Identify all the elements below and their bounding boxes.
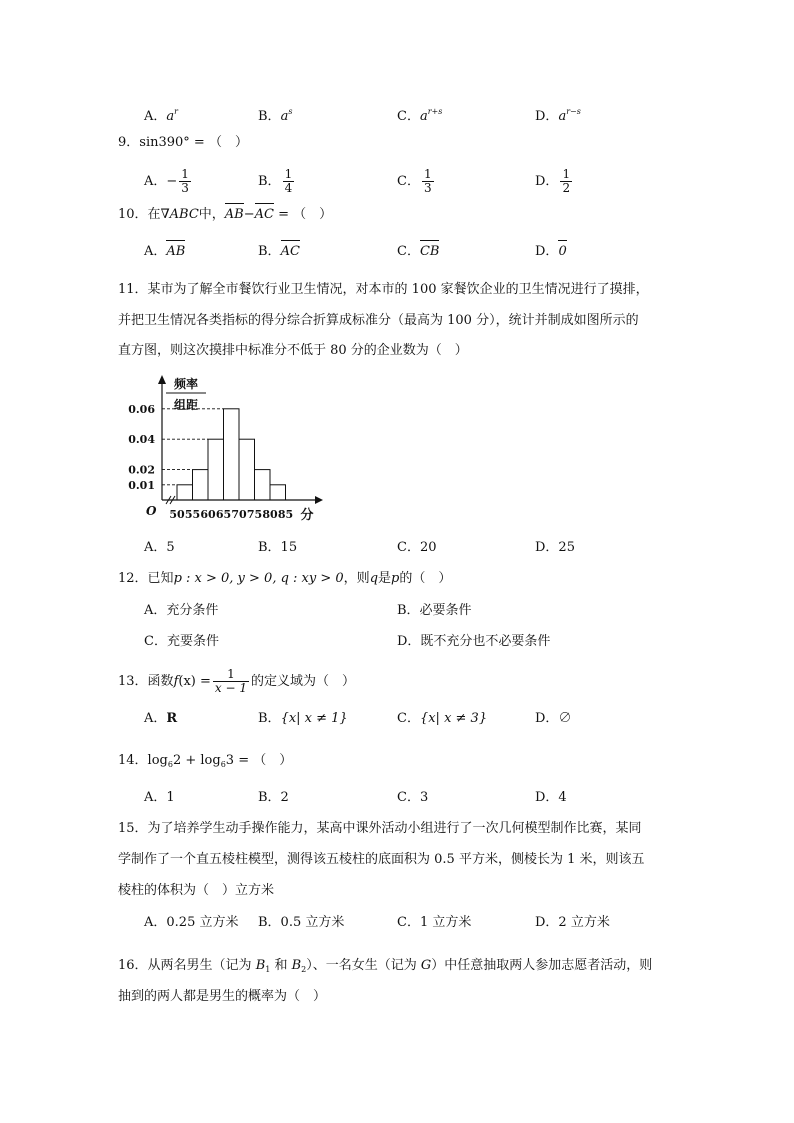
q9-option-d: D． $\frac{1}{2}$ bbox=[535, 167, 571, 195]
histogram-bar bbox=[208, 439, 224, 500]
q16-line-1: 16．从两名男生（记为 $B_1$ 和 $B_2$）、一名女生（记为 G）中任意抽取两人参加志愿者活动，则 bbox=[118, 958, 653, 974]
x-tick-label: 55 bbox=[184, 508, 201, 521]
q15-option-c: C．1 立方米 bbox=[397, 915, 472, 930]
x-tick-label: 85 bbox=[277, 508, 294, 521]
y-axis-label-top: 频率 bbox=[173, 377, 199, 391]
q13-option-c: C．{x| x ≠ 3} bbox=[397, 711, 488, 726]
x-tick-label: 60 bbox=[200, 508, 216, 521]
q15-line-2: 学制作了一个直五棱柱模型，测得该五棱柱的底面积为 0.5 平方米，侧棱长为 1 米，则该五 bbox=[118, 852, 645, 867]
q11-option-b: B．15 bbox=[258, 540, 298, 555]
q15-line-3: 棱柱的体积为（ ）立方米 bbox=[118, 883, 275, 898]
q11-option-a: A．5 bbox=[144, 540, 175, 555]
q12-option-c: C．充要条件 bbox=[144, 634, 219, 649]
q15-option-d: D．2 立方米 bbox=[535, 915, 610, 930]
q10-option-a: A．AB bbox=[144, 242, 185, 262]
q10-stem: 10．在∇ABC中，AB−AC = （ ） bbox=[118, 205, 332, 225]
q8-option-b: B．$a^s$ bbox=[258, 107, 293, 124]
x-tick-label: 70 bbox=[231, 508, 247, 521]
origin-label: O bbox=[146, 504, 157, 518]
x-tick-label: 75 bbox=[246, 508, 263, 521]
x-tick-label: 80 bbox=[262, 508, 278, 521]
histogram-bar bbox=[270, 485, 286, 500]
y-tick-label: 0.04 bbox=[128, 433, 155, 447]
histogram-bar bbox=[193, 470, 209, 500]
q14-option-c: C．3 bbox=[397, 790, 429, 805]
y-axis-arrow bbox=[158, 375, 166, 384]
y-tick-label: 0.02 bbox=[128, 463, 155, 477]
q8-option-a: A．$a^r$ bbox=[144, 107, 178, 124]
q14-option-b: B．2 bbox=[258, 790, 289, 805]
q9-option-a: A．− $\frac{1}{3}$ bbox=[144, 167, 189, 195]
q15-line-1: 15．为了培养学生动手操作能力，某高中课外活动小组进行了一次几何模型制作比赛，某同 bbox=[118, 821, 642, 836]
y-axis-label-bottom: 组距 bbox=[173, 398, 199, 412]
q13-stem: 13．函数f(x) = $\frac{1}{x - 1}$ 的定义域为（ ） bbox=[118, 667, 355, 695]
q10-option-d: D．0 bbox=[535, 242, 567, 262]
q13-option-a: A．R bbox=[144, 711, 178, 726]
q9-option-b: B． $\frac{1}{4}$ bbox=[258, 167, 293, 195]
y-tick-label: 0.06 bbox=[128, 402, 155, 416]
q12-option-d: D．既不充分也不必要条件 bbox=[397, 634, 551, 649]
histogram-bar bbox=[239, 439, 255, 500]
q10-option-b: B．AC bbox=[258, 242, 300, 262]
q10-option-c: C．CB bbox=[397, 242, 439, 262]
q14-option-a: A．1 bbox=[144, 790, 175, 805]
histogram-bar bbox=[255, 470, 271, 500]
x-tick-label: 50 bbox=[169, 508, 185, 521]
q13-option-b: B．{x| x ≠ 1} bbox=[258, 711, 348, 726]
q12-option-b: B．必要条件 bbox=[397, 603, 472, 618]
q12-option-a: A．充分条件 bbox=[144, 603, 219, 618]
q14-option-d: D．4 bbox=[535, 790, 567, 805]
q12-stem: 12．已知p : x > 0, y > 0, q : xy > 0，则q是p的（ ） bbox=[118, 571, 452, 586]
q8-option-c: C．$a^{r+s}$ bbox=[397, 107, 443, 124]
q15-option-a: A．0.25 立方米 bbox=[144, 915, 239, 930]
q14-stem: 14．$\log_62 + \log_63$ = （ ） bbox=[118, 753, 293, 769]
q9-stem: 9．sin390° = （ ） bbox=[118, 135, 248, 150]
q9-option-c: C． $\frac{1}{3}$ bbox=[397, 167, 432, 195]
y-tick-label: 0.01 bbox=[128, 478, 155, 492]
histogram-chart bbox=[125, 372, 335, 530]
x-axis-arrow bbox=[315, 496, 323, 504]
x-axis-label: 分 bbox=[300, 508, 314, 523]
q11-line-1: 11．某市为了解全市餐饮行业卫生情况，对本市的 100 家餐饮企业的卫生情况进行了摸排， bbox=[118, 282, 649, 297]
q11-option-c: C．20 bbox=[397, 540, 437, 555]
q15-option-b: B．0.5 立方米 bbox=[258, 915, 345, 930]
q16-line-2: 抽到的两人都是男生的概率为（ ） bbox=[118, 989, 327, 1004]
x-tick-label: 65 bbox=[215, 508, 232, 521]
q11-line-2: 并把卫生情况各类指标的得分综合折算成标准分（最高为 100 分），统计并制成如图所示的 bbox=[118, 313, 639, 328]
q11-line-3: 直方图，则这次摸排中标准分不低于 80 分的企业数为（ ） bbox=[118, 343, 468, 358]
q8-option-d: D．$a^{r-s}$ bbox=[535, 107, 581, 124]
q13-option-d: D．∅ bbox=[535, 711, 572, 726]
histogram-bar bbox=[177, 485, 193, 500]
q11-option-d: D．25 bbox=[535, 540, 575, 555]
histogram-bar bbox=[224, 409, 240, 500]
